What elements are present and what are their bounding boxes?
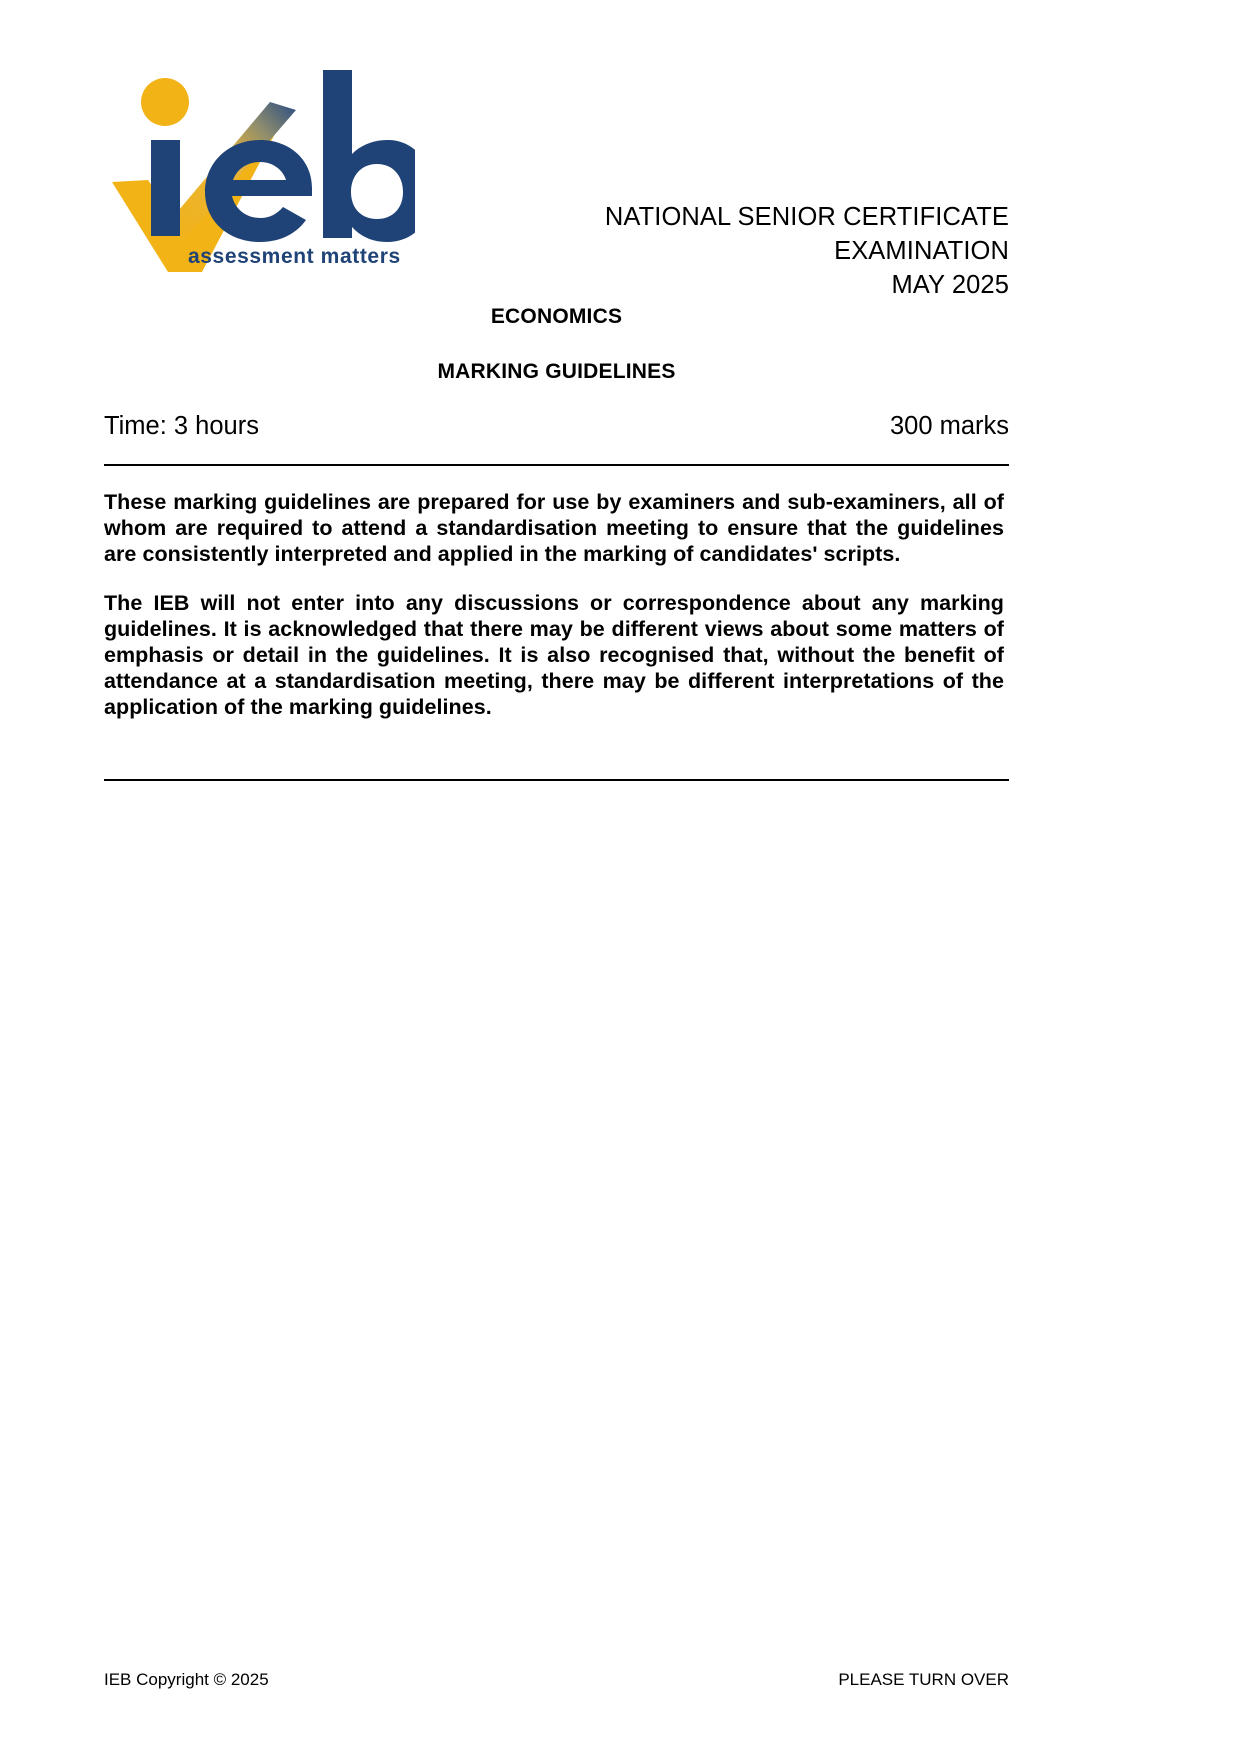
logo-i-dot xyxy=(141,78,189,126)
ieb-logo xyxy=(110,62,415,274)
notice-paragraph-1: These marking guidelines are prepared for use by examiners and sub-examiners, all of whom are required to attend a standardisation meeting to ensure that the guidelines are consistently interpreted and applied in the marking of candidates' scripts. xyxy=(104,490,1004,566)
header-divider-top xyxy=(104,464,1009,466)
exam-title-line-2: MAY 2025 xyxy=(891,271,1009,299)
exam-meta-row xyxy=(104,412,1009,441)
subject-heading: ECONOMICS xyxy=(490,305,623,328)
marking-guidelines-notice xyxy=(104,490,1004,720)
logo-i-stem xyxy=(151,140,180,236)
copyright-text: IEB Copyright © 2025 xyxy=(104,1670,269,1689)
document-type-heading: MARKING GUIDELINES xyxy=(437,360,676,383)
header-divider-bottom xyxy=(104,779,1009,781)
time-allowed: Time: 3 hours xyxy=(104,412,259,440)
notice-paragraph-2: The IEB will not enter into any discussions or correspondence about any marking guidelines. It is acknowledged that there may be different views about some matters of emphasis or detail in the guidelines. It is also recognised that, without the benefit of attendance at a standardisation meeting, there may be different interpretations of the application of the marking guidelines. xyxy=(104,591,1004,719)
logo-tagline: assessment matters xyxy=(188,245,401,268)
logo-letter-b xyxy=(323,70,415,242)
page-content xyxy=(104,0,1009,719)
page-footer xyxy=(104,1670,1009,1690)
turn-over-text: PLEASE TURN OVER xyxy=(838,1670,1009,1689)
logo-letter-e xyxy=(205,140,312,242)
exam-title-line-1: NATIONAL SENIOR CERTIFICATE EXAMINATION xyxy=(604,203,1009,265)
total-marks: 300 marks xyxy=(889,412,1009,440)
exam-title xyxy=(444,200,1009,302)
document-header xyxy=(104,0,1009,719)
